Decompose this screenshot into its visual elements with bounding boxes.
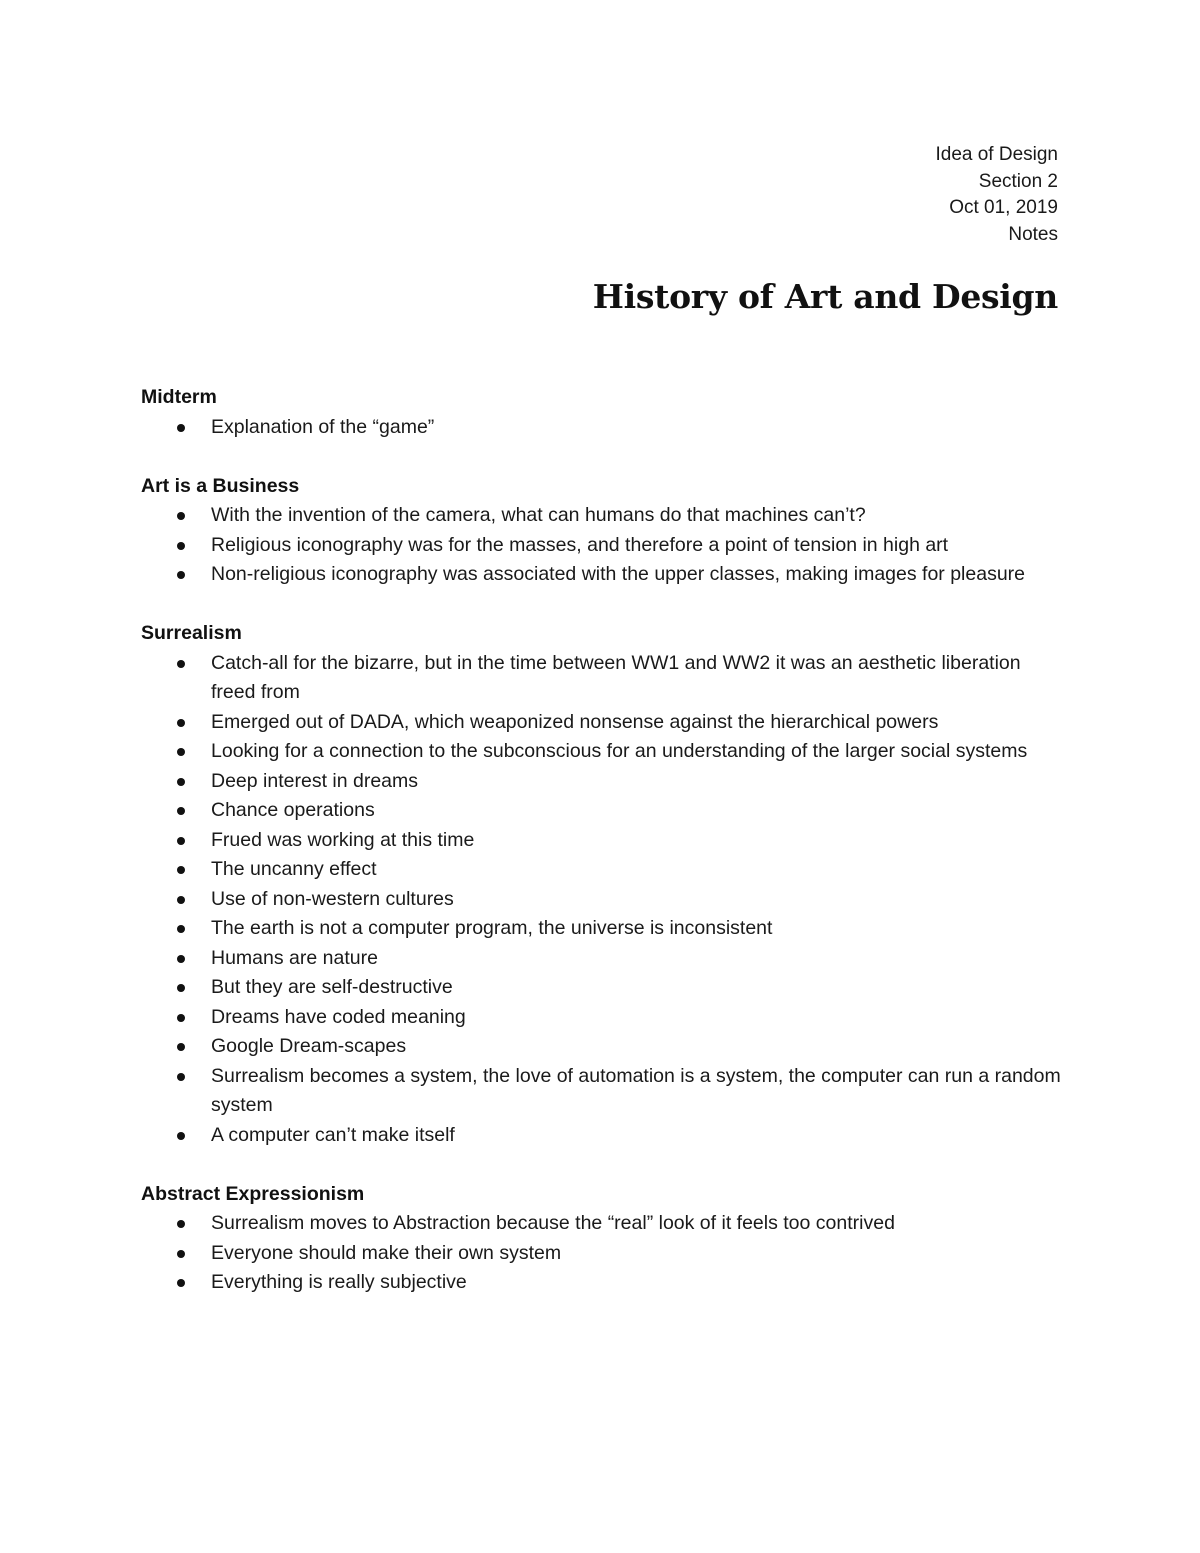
document-type: Notes [1008,223,1058,245]
list-item-text: Deep interest in dreams [211,769,419,792]
list-item [141,531,1061,561]
list-item [141,826,1061,856]
list-item-text: Surrealism moves to Abstraction because the “real” look of it feels too contrived [211,1212,895,1234]
list-item-text: Looking for a connection to the subconscious for an understanding of the larger social systems [211,740,1028,762]
section-number: Section 2 [978,170,1058,192]
section-abstract-expressionism [141,1180,1061,1298]
bullet-icon [177,866,185,874]
list-item-text: Dreams have coded meaning [211,1005,466,1028]
section-midterm [141,383,1061,442]
list-item [141,767,1061,797]
list-item-text: Explanation of the “game” [211,415,435,438]
bullet-icon [177,778,185,786]
bullet-icon [177,925,185,933]
list-item [141,885,1061,915]
list-item [141,973,1061,1003]
list-item [141,501,1061,531]
list-item-text: With the invention of the camera, what can humans do that machines can’t? [211,504,866,526]
bullet-icon [177,955,185,963]
list-item [141,796,1061,826]
list-item-text: The uncanny effect [211,858,377,880]
list-item [141,708,1061,738]
list-item-text: Use of non-western cultures [211,887,454,910]
list-item [141,1032,1061,1062]
list-item [141,914,1061,944]
bullet-list [141,501,1061,590]
section-art-is-a-business [141,472,1061,590]
list-item-text: But they are self-destructive [211,976,453,998]
list-item [141,560,1061,590]
list-item [141,1268,1061,1298]
bullet-icon [177,837,185,845]
bullet-icon [177,1073,185,1081]
bullet-list [141,1209,1061,1298]
bullet-icon [177,1250,185,1258]
notes-body [141,383,1061,1298]
list-item-text: Chance operations [211,799,375,821]
section-surrealism [141,619,1061,1150]
bullet-list [141,649,1061,1151]
document-header [935,142,1058,248]
list-item [141,413,1061,443]
list-item-text: Non-religious iconography was associated with the upper classes, making images for pleasure [211,563,1026,585]
bullet-icon [177,719,185,727]
list-item [141,1003,1061,1033]
list-item-text: Surrealism becomes a system, the love of automation is a system, the computer can run a random system [211,1064,1061,1116]
list-item [141,944,1061,974]
list-item [141,1239,1061,1269]
bullet-icon [177,424,185,432]
list-item [141,1209,1061,1239]
bullet-icon [177,748,185,756]
section-heading: Midterm [141,386,217,408]
bullet-icon [177,512,185,520]
bullet-icon [177,1220,185,1228]
list-item [141,1062,1061,1121]
list-item-text: Humans are nature [211,946,378,969]
bullet-icon [177,660,185,668]
bullet-icon [177,1279,185,1287]
bullet-icon [177,1132,185,1140]
bullet-icon [177,571,185,579]
list-item [141,737,1061,767]
page-title: History of Art and Design [592,277,1058,316]
list-item-text: A computer can’t make itself [211,1123,455,1146]
list-item-text: Everyone should make their own system [211,1241,562,1264]
list-item [141,649,1061,708]
list-item [141,855,1061,885]
course-name: Idea of Design [935,144,1058,165]
section-heading: Surrealism [141,622,242,644]
list-item-text: Everything is really subjective [211,1271,467,1293]
bullet-icon [177,1014,185,1022]
document-date: Oct 01, 2019 [949,197,1058,218]
section-heading: Art is a Business [141,474,300,497]
list-item-text: Catch-all for the bizarre, but in the time between WW1 and WW2 it was an aesthetic liberation freed from [211,651,1021,703]
list-item-text: The earth is not a computer program, the universe is inconsistent [211,917,773,939]
list-item [141,1121,1061,1151]
bullet-icon [177,984,185,992]
bullet-list [141,413,1061,443]
list-item-text: Religious iconography was for the masses, and therefore a point of tension in high art [211,533,949,556]
bullet-icon [177,1043,185,1051]
list-item-text: Google Dream-scapes [211,1035,407,1057]
list-item-text: Frued was working at this time [211,828,475,851]
bullet-icon [177,896,185,904]
bullet-icon [177,542,185,550]
section-heading: Abstract Expressionism [141,1182,365,1205]
list-item-text: Emerged out of DADA, which weaponized nonsense against the hierarchical powers [211,710,939,733]
bullet-icon [177,807,185,815]
